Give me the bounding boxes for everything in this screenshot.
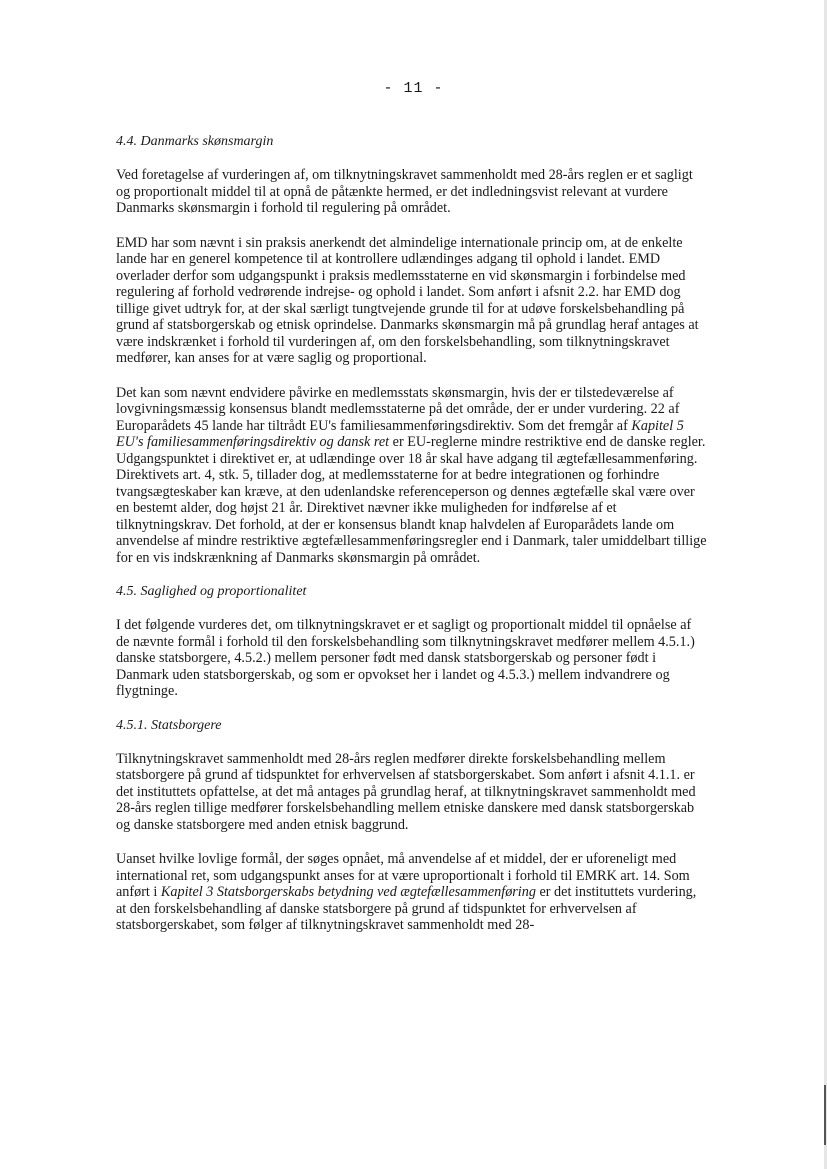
section-heading: 4.5. Saglighed og proportionalitet (116, 584, 307, 599)
paragraph (116, 851, 708, 934)
paragraph-text: er EU-reglerne mindre restriktive end de danske regler. Udgangspunktet i direktivet er, at udlændinge over 18 år skal have adgang til ægtefællesammenføring. Direktivets art. 4, stk. 5, tillader dog, at medlemsstaterne for at bedre integrationen og forhindre tvangsægteskaber kan kræve, at den udenlandske referenceperson og dennes ægtefælle skal være over en bestemt alder, dog højst 21 år. Direktivet nævner ikke muligheden for indførelse af et tilknytningskrav. Det forhold, at der er konsensus blandt knap halvdelen af Europarådets lande om anvendelse af mindre restriktive ægtefællesammenføringsregler end i Danmark, taler umiddelbart tillige for en vis indskrænkning af Danmarks skønsmargin på området. (116, 434, 707, 566)
page-edge-mark (824, 1085, 826, 1145)
paragraph-text: EMD har som nævnt i sin praksis anerkendt det almindelige internationale princip om, at de enkelte lande har en generel kompetence til at kontrollere udlændinges adgang til ophold i landet. EMD overlader derfor som udgangspunkt i praksis medlemsstaterne en vid skønsmargin i forbindelse med regulering af forhold vedrørende indrejse- og ophold i landet. Som anført i afsnit 2.2. har EMD dog tillige givet udtryk for, at der skal særligt tungtvejende grunde til for at udøve forskelsbehandling på grund af statsborgerskab og etnisk oprindelse. Danmarks skønsmargin må på grundlag heraf antages at være indskrænket i forhold til vurderingen af, om den forskelsbehandling, som tilknytningskravet medfører, kan anses for at være saglig og proportional. (116, 234, 699, 366)
chapter-reference: Kapitel 3 Statsborgerskabs betydning ved ægtefællesammenføring (160, 884, 536, 900)
paragraph-text: Uanset hvilke lovlige formål, der søges opnået, må anvendelse af et middel, der er uforeneligt med international ret, som udgangspunkt anses for at være uproportionalt i forhold til EMRK art. 14. Som anført i (116, 851, 690, 900)
paragraph (116, 167, 708, 217)
paragraph (116, 617, 708, 700)
paragraph-text: I det følgende vurderes det, om tilknytningskravet er et sagligt og proportionalt middel til opnåelse af de nævnte formål i forhold til den forskelsbehandling som tilknytningskravet medfører mellem 4.5.1.) danske statsborgere, 4.5.2.) mellem personer født med dansk statsborgerskab og personer født i Danmark uden statsborgerskab, og som er opvokset her i landet og 4.5.3.) mellem indvandrere og flygtninge. (116, 617, 695, 699)
section-heading: 4.5.1. Statsborgere (116, 717, 222, 733)
page-number: - 11 - (383, 80, 444, 97)
paragraph (116, 385, 708, 567)
paragraph-text: Tilknytningskravet sammenholdt med 28-års reglen medfører direkte forskelsbehandling mellem statsborgere på grund af tidspunktet for erhvervelsen af statsborgerskabet. Som anført i afsnit 4.1.1. er det instituttets opfattelse, at det må antages på grundlag heraf, at tilknytningskravet sammenholdt med 28-års reglen tillige medfører forskelsbehandling mellem etniske danskere med dansk statsborgerskab og danske statsborgere med anden etnisk baggrund. (116, 750, 696, 833)
section-heading: 4.4. Danmarks skønsmargin (116, 134, 274, 149)
document-body (116, 134, 708, 952)
chapter-reference: Kapitel 5 EU's familiesammenføringsdirektiv og dansk ret (116, 417, 684, 450)
paragraph (116, 751, 708, 834)
paragraph-text: Det kan som nævnt endvidere påvirke en medlemsstats skønsmargin, hvis der er tilstedeværelse af lovgivningsmæssig konsensus blandt medlemsstaterne på det område, der er under vurdering. 22 af Europarådets 45 lande har tiltrådt EU's familiesammenføringsdirektiv. Som det fremgår af (116, 384, 680, 434)
paragraph (116, 235, 708, 367)
paragraph-text: Ved foretagelse af vurderingen af, om tilknytningskravet sammenholdt med 28-års reglen er et sagligt og proportionalt middel til at opnå de påtænkte hermed, er det indledningsvist relevant at vurdere Danmarks skønsmargin i forhold til regulering på området. (116, 167, 693, 216)
paragraph-text: er det instituttets vurdering, at den forskelsbehandling af danske statsborgere på grund af tidspunktet for erhvervelsen af statsborgerskabet, som følger af tilknytningskravet sammenholdt med 28- (116, 884, 697, 933)
